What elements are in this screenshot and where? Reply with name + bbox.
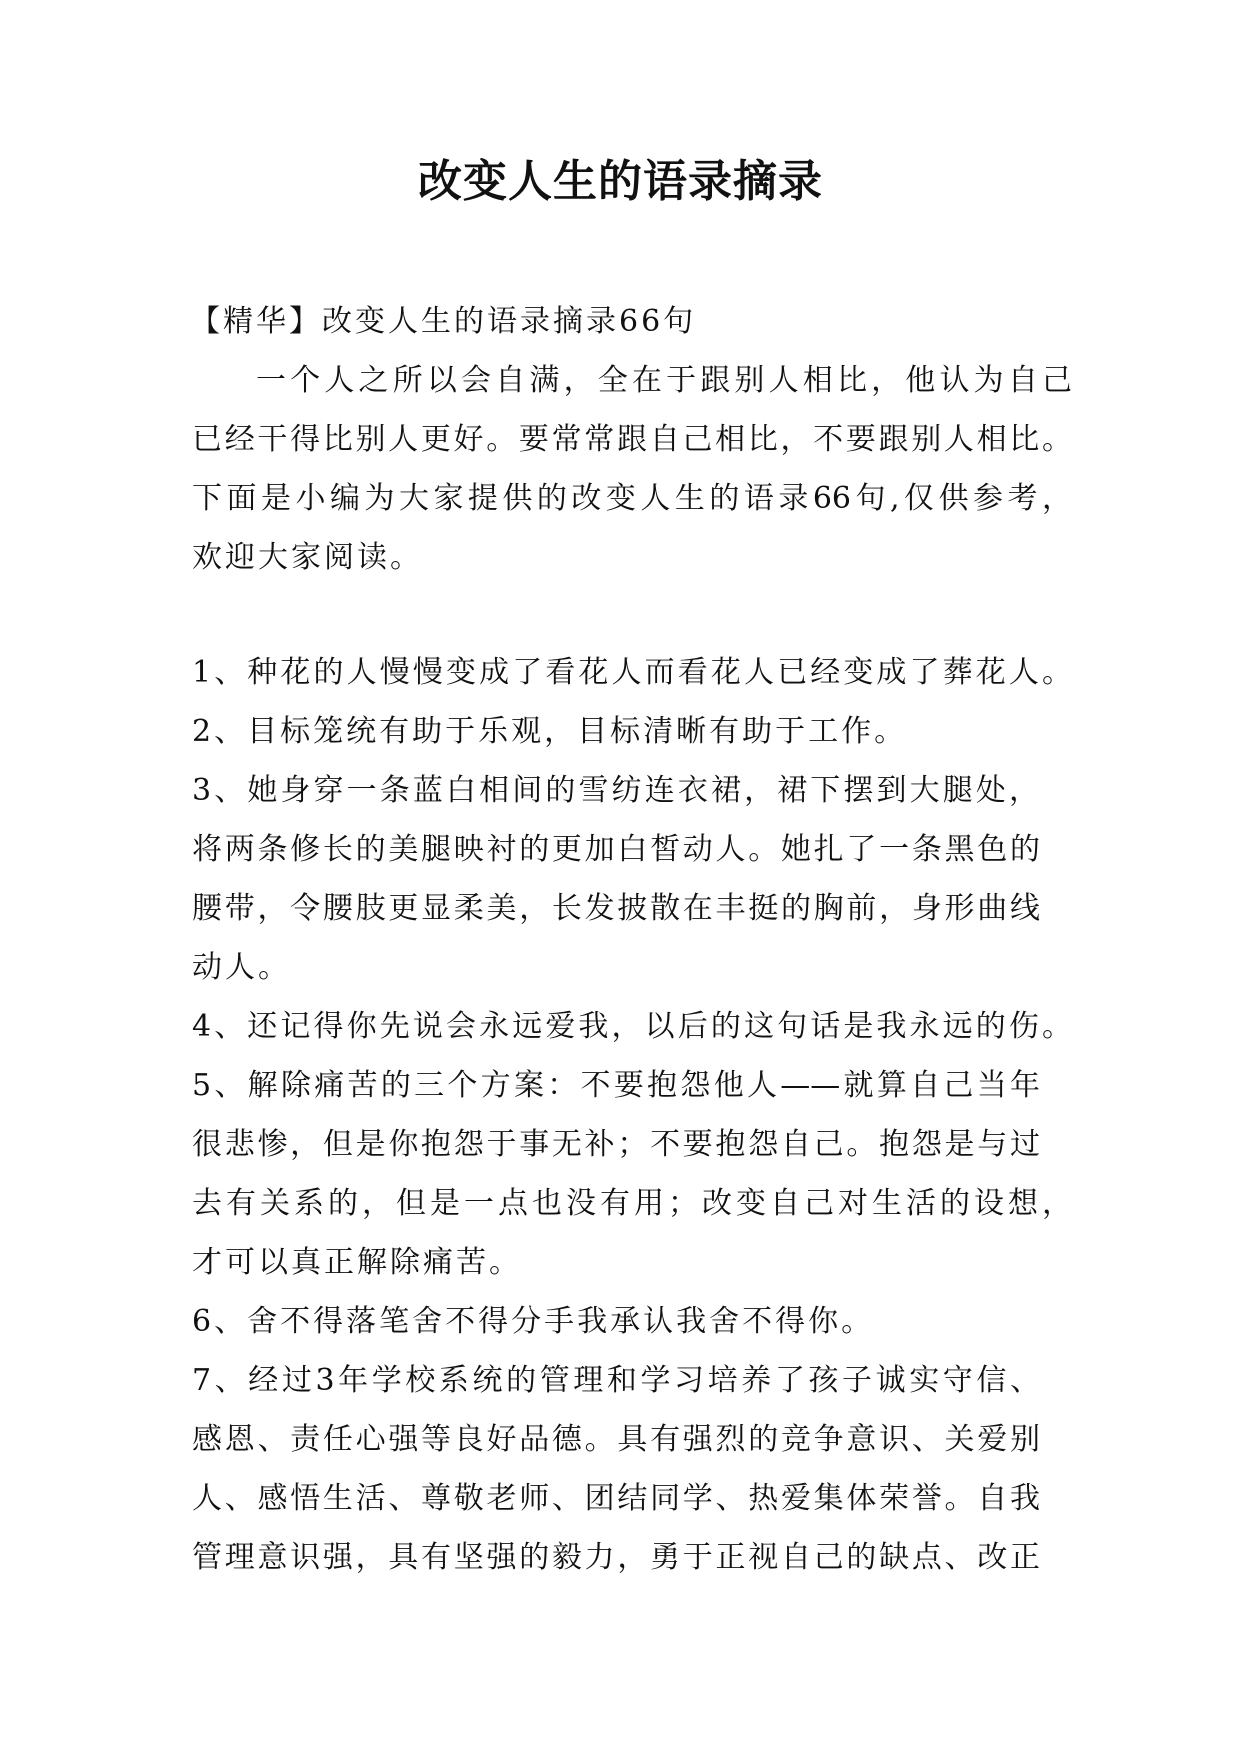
- quote-line: 5、解除痛苦的三个方案：不要抱怨他人——就算自己当年: [192, 1068, 1040, 1103]
- quote-line: 将两条修长的美腿映衬的更加白皙动人。她扎了一条黑色的: [192, 832, 1040, 867]
- quote-line: 7、经过3年学校系统的管理和学习培养了孩子诚实守信、: [192, 1363, 1040, 1398]
- intro-line: 一个人之所以会自满，全在于跟别人相比，他认为自己: [256, 363, 1072, 398]
- quote-line: 人、感悟生活、尊敬老师、团结同学、热爱集体荣誉。自我: [192, 1481, 1040, 1516]
- quote-line: 2、目标笼统有助于乐观，目标清晰有助于工作。: [192, 714, 908, 749]
- quote-line: 3、她身穿一条蓝白相间的雪纺连衣裙，裙下摆到大腿处，: [192, 773, 1039, 808]
- quote-line: 6、舍不得落笔舍不得分手我承认我舍不得你。: [192, 1304, 875, 1339]
- quote-line: 去有关系的，但是一点也没有用；改变自己对生活的设想，: [192, 1186, 1072, 1221]
- intro-line: 欢迎大家阅读。: [192, 540, 423, 575]
- quote-line: 感恩、责任心强等良好品德。具有强烈的竞争意识、关爱别: [192, 1422, 1040, 1457]
- quote-line: 很悲惨，但是你抱怨于事无补；不要抱怨自己。抱怨是与过: [192, 1127, 1040, 1162]
- quote-line: 管理意识强，具有坚强的毅力，勇于正视自己的缺点、改正: [192, 1540, 1040, 1575]
- quote-line: 动人。: [192, 950, 291, 985]
- quote-line: 4、还记得你先说会永远爱我，以后的这句话是我永远的伤。: [192, 1009, 1072, 1044]
- page-title: 改变人生的语录摘录: [418, 156, 823, 207]
- quote-line: 才可以真正解除痛苦。: [192, 1245, 522, 1280]
- intro-line: 下面是小编为大家提供的改变人生的语录66句,仅供参考，: [192, 481, 1072, 516]
- quote-line: 腰带，令腰肢更显柔美，长发披散在丰挺的胸前，身形曲线: [192, 891, 1040, 926]
- intro-line: 已经干得比别人更好。要常常跟自己相比，不要跟别人相比。: [192, 422, 1072, 457]
- subtitle: 【精华】改变人生的语录摘录66句: [190, 304, 697, 339]
- quote-line: 1、种花的人慢慢变成了看花人而看花人已经变成了葬花人。: [192, 655, 1072, 690]
